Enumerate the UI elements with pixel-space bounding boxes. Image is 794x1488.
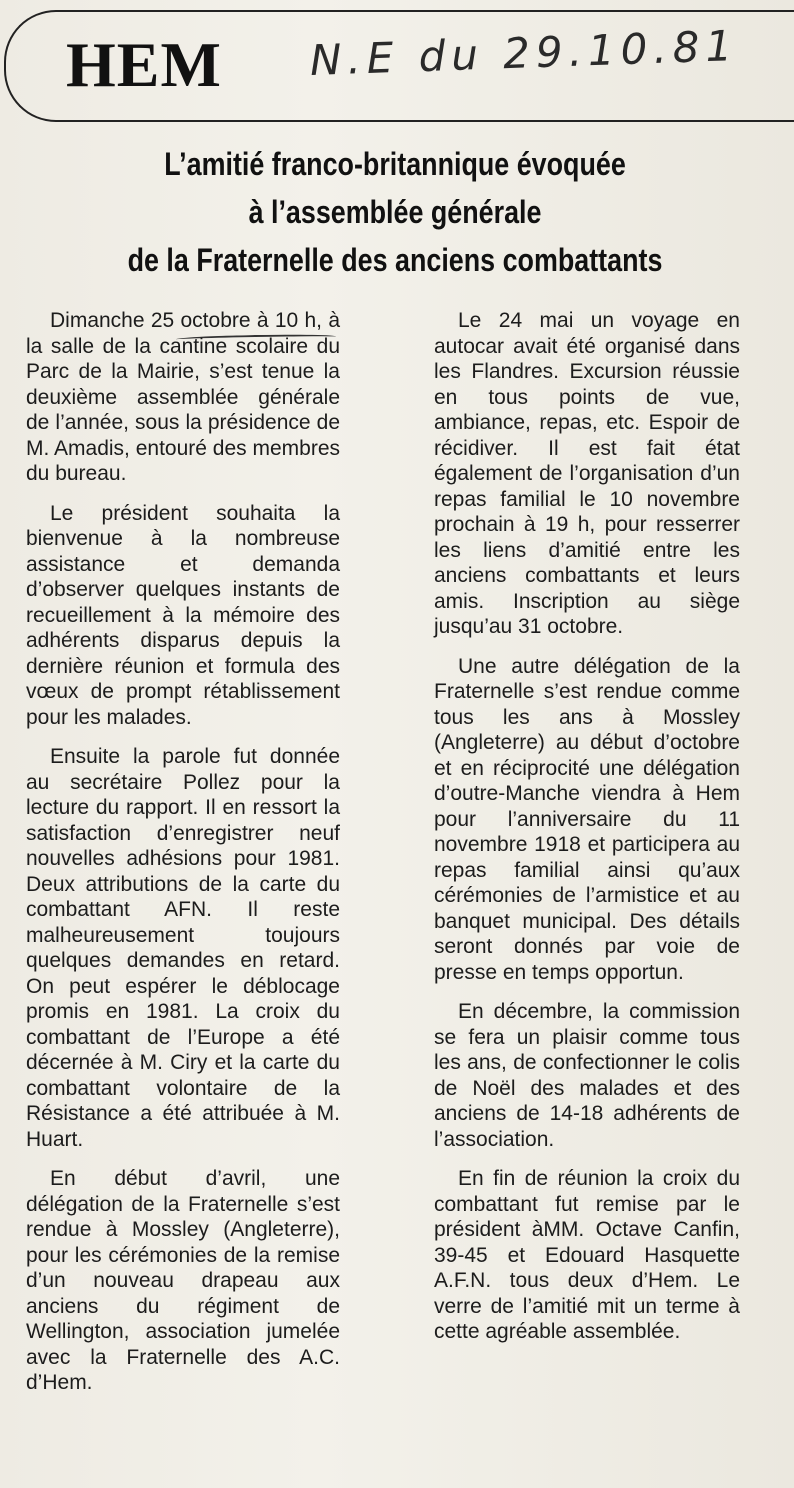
article-column-right bbox=[434, 308, 740, 1359]
paragraph: Le 24 mai un voyage en autocar avait été organisé dans les Flandres. Excursion réussie en tous points de vue, ambiance, repas, etc. Espoir de récidiver. Il est fait état également de l’organisation d’un repas familial le 10 novembre prochain à 19 h, pour resserrer les liens d’amitié entre les anciens combattants et leurs amis. Inscription au siège jusqu’au 31 octobre. bbox=[434, 309, 740, 638]
headline-line-2: à l’assemblée générale bbox=[248, 194, 542, 230]
article-headline bbox=[88, 140, 701, 284]
handwritten-date-note: N.E du 29.10.81 bbox=[309, 21, 739, 85]
section-title: HEM bbox=[66, 29, 222, 100]
paragraph: En décembre, la commission se fera un plaisir comme tous les ans, de confectionner le colis de Noël des malades et des anciens de 14-18 adhérents de l’association. bbox=[434, 1000, 740, 1151]
paragraph: Dimanche 25 octobre à 10 h, à la salle de la cantine scolaire du Parc de la Mairie, s’est tenue la deuxième assemblée générale de l’année, sous la présidence de M. Amadis, entouré des membres du bureau. bbox=[26, 309, 340, 485]
paragraph: Ensuite la parole fut donnée au secrétaire Pollez pour la lecture du rapport. Il en ressort la satisfaction d’enregistrer neuf nouvelles adhésions pour 1981. Deux attributions de la carte du combattant AFN. Il reste malheureusement toujours quelques demandes en retard. On peut espérer le déblocage promis en 1981. La croix du combattant de l’Europe a été décernée à M. Ciry et la carte du combattant volontaire de la Résistance a été attribuée à M. Huart. bbox=[26, 745, 340, 1151]
article-column-left bbox=[26, 308, 340, 1410]
headline-line-1: L’amitié franco-britannique évoquée bbox=[164, 146, 626, 182]
paragraph: Une autre délégation de la Fraternelle s’est rendue comme tous les ans à Mossley (Angleterre) au début d’octobre et en réciprocité une délégation d’outre-Manche viendra à Hem pour l’anniversaire du 11 novembre 1918 et participera au repas familial ainsi qu’aux cérémonies de l’armistice et au banquet municipal. Des détails seront donnés par voie de presse en temps opportun. bbox=[434, 654, 740, 984]
paragraph: En fin de réunion la croix du combattant fut remise par le président àMM. Octave Canfin, 39-45 et Edouard Hasquette A.F.N. tous deux d’Hem. Le verre de l’amitié mit un terme à cette agréable assemblée. bbox=[434, 1167, 740, 1343]
headline-line-3: de la Fraternelle des anciens combattants bbox=[127, 242, 663, 278]
paragraph: En début d’avril, une délégation de la Fraternelle s’est rendue à Mossley (Angleterre), pour les cérémonies de la remise d’un nouveau drapeau aux anciens du régiment de Wellington, association jumelée avec la Fraternelle des A.C. d’Hem. bbox=[26, 1167, 340, 1394]
paragraph: Le président souhaita la bienvenue à la nombreuse assistance et demanda d’observer quelques instants de recueillement à la mémoire des adhérents disparus depuis la dernière réunion et formula des vœux de prompt rétablissement pour les malades. bbox=[26, 501, 340, 729]
